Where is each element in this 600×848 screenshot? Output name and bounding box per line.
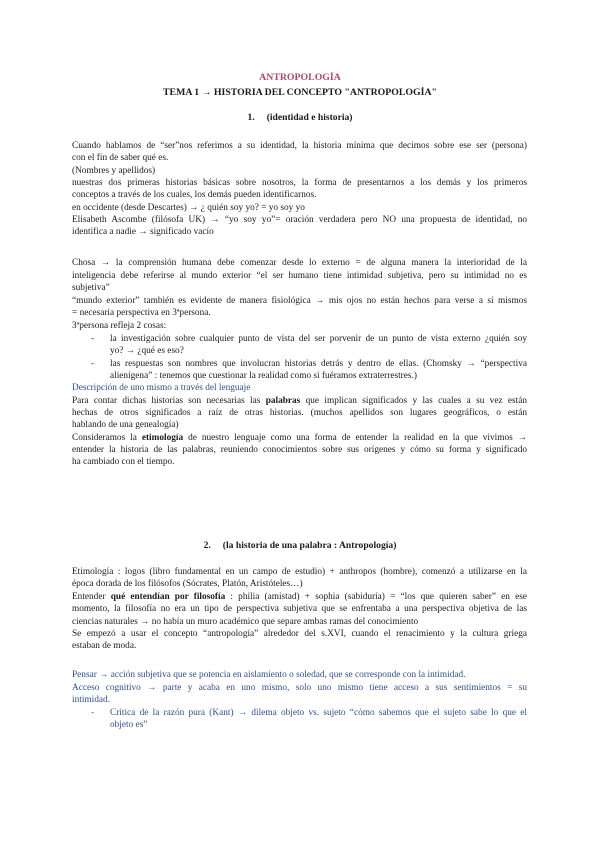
keyword-etimologia: etimología xyxy=(141,433,184,443)
section-1-title: (identidad e historia) xyxy=(266,112,353,123)
section-2-heading xyxy=(0,540,600,552)
document-title: ANTROPOLOGÍA xyxy=(259,72,341,83)
s1-p1-line1: Cuando hablamos de “ser”nos referimos a su identidad, la historia mínima que decimos sobre ese ser (persona) xyxy=(72,141,527,151)
s1-bullet2-line1: las respuestas son nombres que involucran historias detrás y dentro de ellas. (Chomsky → “perspectiva xyxy=(110,359,527,369)
s1-bullet1-line1: la investigación sobre cualquier punto de vista del ser porvenir de un punto de vista externo ¿quién soy xyxy=(110,334,527,344)
document-subtitle: TEMA 1 → HISTORIA DEL CONCEPTO "ANTROPOLOGÍA" xyxy=(163,87,437,98)
s1-p3-line2: conceptos a través de los cuales, los demás pueden identificarnos. xyxy=(72,190,317,200)
s2-blue-bullet-line1: Crítica de la razón pura (Kant) → dilema objeto vs. sujeto “cómo sabemos que el sujeto sabe lo que el xyxy=(110,708,527,718)
s2-p3-line1: Se empezó a usar el concepto “antropología” alrededor del s.XVI, cuando el renacimiento y la cultura griega xyxy=(72,629,527,639)
s2-blue-p1: Pensar → acción subjetiva que se potencia en aislamiento o soledad, que se corresponde con la intimidad. xyxy=(72,670,466,680)
bullet-dash: - xyxy=(91,334,95,344)
section-1-heading xyxy=(0,112,600,124)
s1-p9-line2: hechas de otros significados a raíz de otras historias. (muchos apellidos son lugares geográficos, o están xyxy=(72,408,527,418)
s2-p1-line1: Etimología : logos (libro fundamental en un campo de estudio) + anthropos (hombre), comenzó a utilizarse en la xyxy=(72,567,527,577)
keyword-palabras: palabras xyxy=(265,396,301,406)
s1-p3-line1: nuestras dos primeras historias básicas sobre nosotros, la forma de presentarnos a los demás y los primeros xyxy=(72,178,527,188)
keyword-filosofia: qué entendían por filosofía xyxy=(110,592,226,602)
s1-p8: 3ªpersona refleja 2 cosas: xyxy=(72,321,167,331)
s1-p10-line1: Consideramos la etimología de nuestro lenguaje como una forma de entender la realidad en la que vivimos → xyxy=(72,433,527,443)
s1-p4: en occidente (desde Descartes) → ¿ quién soy yo? = yo soy yo xyxy=(72,203,305,213)
s2-p2-line2: momento, la filosofía no era un tipo de perspectiva subjetiva que se enfrentaba a una perspectiva objetiva de las xyxy=(72,604,527,614)
section-2-number: 2. xyxy=(203,540,211,551)
s2-blue-p2-line2: intimidad. xyxy=(72,695,110,705)
s1-p5-line2: identifica a nadie → significado vacío xyxy=(72,227,214,237)
s1-p1-line2: con el fin de saber qué es. xyxy=(72,153,169,163)
s1-bullet2-line2: alienígena” : tenemos que cuestionar la realidad como si fuéramos extraterrestres.) xyxy=(110,371,417,381)
bullet-dash: - xyxy=(91,359,95,369)
s1-p9-line1: Para contar dichas historias son necesarias las palabras que implican significados y las cuales a su vez están xyxy=(72,396,527,406)
s1-p10-line2: entender la historia de las palabras, reuniendo conocimientos sobre sus orígenes y cómo su forma y significado xyxy=(72,445,527,455)
s2-p3-line2: estaban de moda. xyxy=(72,641,137,651)
s1-p2: (Nombres y apellidos) xyxy=(72,166,156,176)
section-1-number: 1. xyxy=(247,112,255,123)
s1-p9-line3: hablando de una genealogía) xyxy=(72,420,179,430)
s2-p1-line2: época dorada de los filósofos (Sócrates, Platón, Aristóteles…) xyxy=(72,579,303,589)
s1-p6-line1: Chosa → la comprensión humana debe comenzar desde lo externo = de alguna manera la interioridad de la xyxy=(72,258,527,268)
s1-p5-line1: Elisabeth Ascombe (filósofa UK) → “yo soy yo”= oración verdadera pero NO una propuesta de identidad, no xyxy=(72,215,527,225)
s1-p6-line2: inteligencia debe referirse al mundo exterior “el ser humano tiene intimidad subjetiva, pero su intimidad no es xyxy=(72,271,527,281)
bullet-dash: - xyxy=(91,708,95,718)
s2-p2-line3: ciencias naturales → no había un muro académico que separe ambas ramas del conocimiento xyxy=(72,617,419,627)
s2-blue-p2-line1: Acceso cognitivo → parte y acaba en uno mismo, solo uno mismo tiene acceso a sus sentimientos = su xyxy=(72,683,527,693)
s1-p10-line3: ha cambiado con el tiempo. xyxy=(72,457,175,467)
s2-blue-bullet-line2: objeto es” xyxy=(110,720,148,730)
s1-p7-line2: = necesaria perspectiva en 3ªpersona. xyxy=(72,308,211,318)
s1-bullet1-line2: yo? → ¿qué es eso? xyxy=(110,346,184,356)
section-2-title: (la historia de una palabra : Antropología) xyxy=(222,540,397,551)
s1-p7-line1: “mundo exterior” también es evidente de manera fisiológica → mis ojos no están hechos para verse a sí mismos xyxy=(72,296,527,306)
s1-blue-line: Descripción de uno mismo a través del lenguaje xyxy=(72,383,251,393)
s2-p2-line1: Entender qué entendían por filosofía : philia (amistad) + sophia (sabiduría) = “los que quieren saber” en ese xyxy=(72,592,527,602)
s1-p6-line3: subjetiva” xyxy=(72,283,110,293)
